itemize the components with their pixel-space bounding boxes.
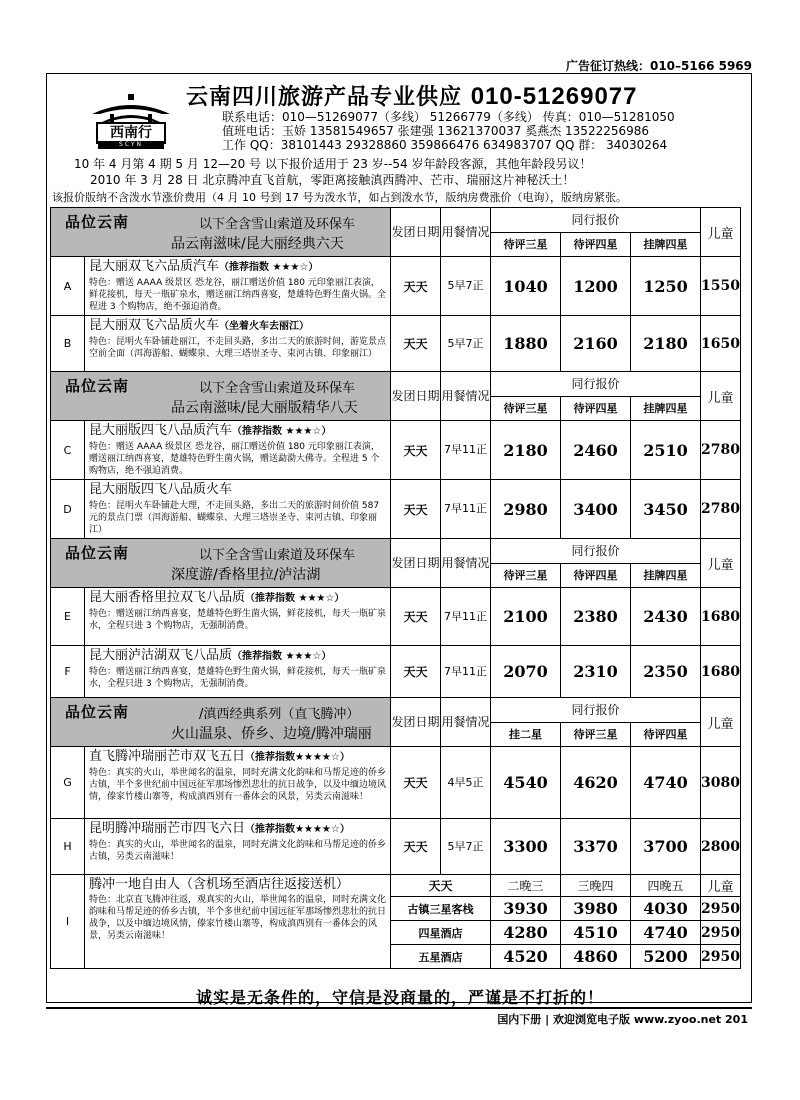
page-headline bbox=[186, 80, 638, 111]
route-recommend: （推荐指数★★★★☆） bbox=[245, 824, 350, 835]
route-recommend: （推荐指数 ★★★☆） bbox=[232, 651, 332, 662]
start-date-header: 发团日期 bbox=[391, 698, 441, 747]
route-letter: H bbox=[51, 819, 85, 875]
route-desc: 特色：昆明火车卧铺赴大理，不走回头路，多出二天的旅游时间价值 587 元的景点门票（洱海游船、蝴蝶泉、大理三塔崇圣寺、束河古镇、印象丽江） bbox=[89, 501, 380, 535]
meal-header: 用餐情况 bbox=[441, 539, 491, 588]
hotel-price-1: 3930 bbox=[491, 897, 561, 921]
route-title: 昆明腾冲瑞丽芒市四飞六日 bbox=[89, 821, 246, 836]
page-footer: 国内下册 | 欢迎浏览电子版 www.zyoo.net 201 bbox=[497, 1013, 748, 1026]
route-price-3: 4740 bbox=[631, 747, 701, 819]
route-recommend: （推荐指数 ★★★☆） bbox=[232, 426, 332, 437]
brand-label: 品位云南 bbox=[65, 377, 130, 395]
quote-header: 同行报价 bbox=[491, 372, 701, 397]
route-title: 昆大丽香格里拉双飞八品质 bbox=[89, 590, 246, 605]
group-header-line-1: /滇西经典系列（直飞腾冲） bbox=[199, 707, 360, 722]
star-col-3: 待评四星 bbox=[631, 722, 701, 747]
route-row bbox=[51, 588, 741, 646]
route-letter: I bbox=[51, 875, 85, 969]
hotel-child-price: 2950 bbox=[701, 921, 741, 945]
star-col-1: 挂二星 bbox=[491, 722, 561, 747]
group-header-line-1: 以下全含雪山索道及环保车 bbox=[199, 381, 356, 396]
group-header bbox=[51, 539, 391, 588]
company-logo bbox=[88, 92, 174, 148]
route-recommend: （推荐指数 ★★★☆） bbox=[219, 262, 319, 273]
route-price-2: 3370 bbox=[561, 819, 631, 875]
route-child-price: 1550 bbox=[701, 257, 741, 316]
route-letter: E bbox=[51, 588, 85, 646]
hotel-price-2: 4860 bbox=[561, 945, 631, 969]
group-header-line-1: 以下全含雪山索道及环保车 bbox=[199, 548, 356, 563]
hotel-price-3: 4030 bbox=[631, 897, 701, 921]
logo-text: 西南行 bbox=[96, 122, 166, 144]
contact-line-2: 值班电话：玉娇 13581549657 张建强 13621370037 奚燕杰 13522256986 bbox=[222, 124, 650, 138]
route-info bbox=[85, 747, 391, 819]
child-header: 儿童 bbox=[701, 208, 741, 257]
route-price-1: 4540 bbox=[491, 747, 561, 819]
hotel-price-2: 3980 bbox=[561, 897, 631, 921]
pagoda-icon bbox=[88, 92, 174, 126]
star-col-2: 待评四星 bbox=[561, 396, 631, 421]
route-price-2: 2460 bbox=[561, 421, 631, 480]
route-price-3: 3700 bbox=[631, 819, 701, 875]
route-info bbox=[85, 421, 391, 480]
hotel-price-3: 5200 bbox=[631, 945, 701, 969]
route-price-3: 2350 bbox=[631, 646, 701, 698]
route-meal: 7早11正 bbox=[441, 421, 491, 480]
group-header bbox=[51, 372, 391, 421]
route-info bbox=[85, 819, 391, 875]
route-child-price: 1680 bbox=[701, 646, 741, 698]
group-header-line-2: 火山温泉、侨乡、边境/腾冲瑞丽 bbox=[171, 726, 372, 742]
route-desc: 特色：真实的火山，举世闻名的温泉，同时充满文化韵味和马帮足迹的侨乡古镇，半个多世纪前中国远征军那场惨烈悲壮的抗日战争，以及中缅边境风情，傣家竹楼山寨等，构成滇西别有一番体会的风景，另类云南滋味！ bbox=[89, 768, 387, 802]
ad-hotline: 广告征订热线：010–5166 5969 bbox=[565, 59, 752, 73]
group-header-line-2: 品云南滋味/昆大丽经典六天 bbox=[171, 236, 344, 252]
star-col-1: 待评三星 bbox=[491, 396, 561, 421]
hotel-child-price: 2950 bbox=[701, 897, 741, 921]
route-row bbox=[51, 316, 741, 372]
brand-label: 品位云南 bbox=[65, 213, 130, 231]
route-row bbox=[51, 819, 741, 875]
info-line-3: 该报价版纳不含泼水节涨价费用（4 月 10 号到 17 号为泼水节，如占到泼水节，版纳房费涨价（电询），版纳房紧张。 bbox=[52, 191, 627, 204]
route-meal: 7早11正 bbox=[441, 480, 491, 539]
group-header bbox=[51, 208, 391, 257]
route-row bbox=[51, 421, 741, 480]
route-price-3: 2510 bbox=[631, 421, 701, 480]
route-price-3: 2430 bbox=[631, 588, 701, 646]
start-date-header: 发团日期 bbox=[391, 372, 441, 421]
free-day-header: 天天 bbox=[391, 875, 491, 897]
route-row bbox=[51, 747, 741, 819]
star-col-1: 待评三星 bbox=[491, 563, 561, 588]
free-col-1: 二晚三 bbox=[491, 875, 561, 897]
route-day: 天天 bbox=[391, 588, 441, 646]
hotel-price-1: 4520 bbox=[491, 945, 561, 969]
quote-header: 同行报价 bbox=[491, 208, 701, 233]
star-col-1: 待评三星 bbox=[491, 232, 561, 257]
contact-line-3: 工作 QQ：38101443 29328860 359866476 634983707 QQ 群： 34030264 bbox=[222, 138, 668, 152]
star-col-3: 挂牌四星 bbox=[631, 396, 701, 421]
route-day: 天天 bbox=[391, 747, 441, 819]
meal-header: 用餐情况 bbox=[441, 208, 491, 257]
route-day: 天天 bbox=[391, 421, 441, 480]
route-child-price: 1650 bbox=[701, 316, 741, 372]
route-price-1: 3300 bbox=[491, 819, 561, 875]
logo-subtext: SCYN bbox=[98, 141, 164, 149]
free-col-2: 三晚四 bbox=[561, 875, 631, 897]
route-title: 直飞腾冲瑞丽芒市双飞五日 bbox=[89, 749, 246, 764]
contact-line-1: 联系电话：010—51269077（多线） 51266779（多线） 传真：010—51281050 bbox=[222, 110, 675, 124]
route-price-3: 2180 bbox=[631, 316, 701, 372]
hotel-name: 五星酒店 bbox=[391, 945, 491, 969]
route-desc: 特色：赠送 AAAA 级景区 恐龙谷，丽江赠送价值 180 元印象丽江表演，赠送丽江纳西喜宴，楚雄特色野生菌火锅，赠送勐泐大佛寺。全程进 5 个购物店，绝不强迫消费。 bbox=[89, 442, 380, 476]
meal-header: 用餐情况 bbox=[441, 372, 491, 421]
route-price-3: 1250 bbox=[631, 257, 701, 316]
star-col-3: 挂牌四星 bbox=[631, 563, 701, 588]
route-meal: 4早5正 bbox=[441, 747, 491, 819]
route-info bbox=[85, 257, 391, 316]
route-info bbox=[85, 316, 391, 372]
route-letter: A bbox=[51, 257, 85, 316]
route-recommend: （推荐指数★★★★☆） bbox=[245, 752, 350, 763]
route-price-3: 3450 bbox=[631, 480, 701, 539]
star-col-2: 待评四星 bbox=[561, 563, 631, 588]
group-header-line-2: 深度游/香格里拉/泸沽湖 bbox=[171, 567, 321, 583]
route-child-price: 2780 bbox=[701, 480, 741, 539]
group-header bbox=[51, 698, 391, 747]
hotel-price-3: 4740 bbox=[631, 921, 701, 945]
route-row bbox=[51, 257, 741, 316]
route-title: 昆大丽版四飞八品质火车 bbox=[89, 482, 233, 497]
headline-phone: 010-51269077 bbox=[470, 83, 638, 110]
route-title: 昆大丽双飞六品质火车 bbox=[89, 318, 220, 333]
hotel-name: 四星酒店 bbox=[391, 921, 491, 945]
free-child-header: 儿童 bbox=[701, 875, 741, 897]
route-price-2: 2310 bbox=[561, 646, 631, 698]
route-price-2: 1200 bbox=[561, 257, 631, 316]
child-header: 儿童 bbox=[701, 539, 741, 588]
route-title: 昆大丽双飞六品质汽车 bbox=[89, 259, 220, 274]
route-price-2: 2380 bbox=[561, 588, 631, 646]
route-letter: F bbox=[51, 646, 85, 698]
route-child-price: 1680 bbox=[701, 588, 741, 646]
route-day: 天天 bbox=[391, 316, 441, 372]
route-child-price: 2800 bbox=[701, 819, 741, 875]
slogan: 诚实是无条件的，守信是没商量的，严谨是不打折的！ bbox=[195, 988, 604, 1007]
route-recommend: （推荐指数 ★★★☆） bbox=[245, 593, 345, 604]
route-price-1: 2980 bbox=[491, 480, 561, 539]
route-desc: 特色：赠送 AAAA 级景区 恐龙谷，丽江赠送价值 180 元印象丽江表演，鲜花接机，每天一瓶矿泉水，赠送丽江纳西喜宴，楚雄特色野生菌火锅。全程进 3 个购物店，绝不强迫消费。 bbox=[89, 278, 387, 312]
route-letter: G bbox=[51, 747, 85, 819]
route-price-1: 2180 bbox=[491, 421, 561, 480]
quote-header: 同行报价 bbox=[491, 539, 701, 564]
route-price-1: 1040 bbox=[491, 257, 561, 316]
meal-header: 用餐情况 bbox=[441, 698, 491, 747]
route-meal: 5早7正 bbox=[441, 819, 491, 875]
star-col-2: 待评四星 bbox=[561, 232, 631, 257]
hotel-price-2: 4510 bbox=[561, 921, 631, 945]
route-child-price: 3080 bbox=[701, 747, 741, 819]
price-table bbox=[50, 207, 741, 969]
route-price-2: 3400 bbox=[561, 480, 631, 539]
headline-text: 云南四川旅游产品专业供应 bbox=[186, 84, 463, 110]
route-meal: 7早11正 bbox=[441, 588, 491, 646]
route-info bbox=[85, 588, 391, 646]
route-price-2: 2160 bbox=[561, 316, 631, 372]
route-day: 天天 bbox=[391, 646, 441, 698]
brand-label: 品位云南 bbox=[65, 544, 130, 562]
route-desc: 特色：北京直飞腾冲往返，观真实的火山，举世闻名的温泉，同时充满文化韵味和马帮足迹的侨乡古镇，半个多世纪前中国远征军那场惨烈悲壮的抗日战争，以及中缅边境风情，傣家竹楼山寨等，构成滇西别有一番体会的风景，另类云南滋味！ bbox=[89, 895, 387, 941]
start-date-header: 发团日期 bbox=[391, 208, 441, 257]
route-desc: 特色：赠送丽江纳西喜宴，楚雄特色野生菌火锅，鲜花接机，每天一瓶矿泉水，全程只进 3 个购物店，无强制消费。 bbox=[89, 609, 387, 631]
route-price-1: 2100 bbox=[491, 588, 561, 646]
star-col-2: 待评三星 bbox=[561, 722, 631, 747]
route-title: 腾冲一地自由人（含机场至酒店往返接送机） bbox=[89, 877, 350, 892]
footer-divider bbox=[46, 1007, 752, 1009]
route-day: 天天 bbox=[391, 819, 441, 875]
info-line-1: 10 年 4 月第 4 期 5 月 12—20 号 以下报价适用于 23 岁--54 岁年龄段客源，其他年龄段另议！ bbox=[74, 157, 592, 171]
route-title: 昆大丽泸沽湖双飞八品质 bbox=[89, 648, 233, 663]
route-info bbox=[85, 875, 391, 969]
route-info bbox=[85, 480, 391, 539]
group-header-line-2: 品云南滋味/昆大丽版精华八天 bbox=[171, 400, 358, 416]
star-col-3: 挂牌四星 bbox=[631, 232, 701, 257]
route-row bbox=[51, 480, 741, 539]
route-letter: C bbox=[51, 421, 85, 480]
route-recommend: （坐着火车去丽江） bbox=[219, 321, 310, 332]
route-desc: 特色：昆明火车卧铺赴丽江，不走回头路，多出二天的旅游时间，游览景点空前全面（洱海游船、蝴蝶泉、大理三塔崇圣寺、束河古镇、印象丽江） bbox=[89, 337, 387, 359]
route-meal: 5早7正 bbox=[441, 316, 491, 372]
route-letter: B bbox=[51, 316, 85, 372]
route-info bbox=[85, 646, 391, 698]
route-day: 天天 bbox=[391, 257, 441, 316]
route-price-1: 2070 bbox=[491, 646, 561, 698]
route-price-1: 1880 bbox=[491, 316, 561, 372]
route-letter: D bbox=[51, 480, 85, 539]
group-header-line-1: 以下全含雪山索道及环保车 bbox=[199, 217, 356, 232]
route-desc: 特色：真实的火山，举世闻名的温泉，同时充满文化韵味和马帮足迹的侨乡古镇，另类云南滋味！ bbox=[89, 840, 387, 862]
route-desc: 特色：赠送丽江纳西喜宴，楚雄特色野生菌火锅，鲜花接机，每天一瓶矿泉水，全程只进 3 个购物店，无强制消费。 bbox=[89, 667, 387, 689]
hotel-name: 古镇三星客栈 bbox=[391, 897, 491, 921]
brand-label: 品位云南 bbox=[65, 703, 130, 721]
route-day: 天天 bbox=[391, 480, 441, 539]
quote-header: 同行报价 bbox=[491, 698, 701, 723]
route-child-price: 2780 bbox=[701, 421, 741, 480]
start-date-header: 发团日期 bbox=[391, 539, 441, 588]
route-meal: 7早11正 bbox=[441, 646, 491, 698]
route-meal: 5早7正 bbox=[441, 257, 491, 316]
info-line-2: 2010 年 3 月 28 日 北京腾冲直飞首航，零距离接触滇西腾冲、芒市、瑞丽这片神秘沃土！ bbox=[90, 173, 575, 187]
route-row bbox=[51, 646, 741, 698]
child-header: 儿童 bbox=[701, 698, 741, 747]
route-price-2: 4620 bbox=[561, 747, 631, 819]
free-col-3: 四晚五 bbox=[631, 875, 701, 897]
route-title: 昆大丽版四飞八品质汽车 bbox=[89, 423, 233, 438]
child-header: 儿童 bbox=[701, 372, 741, 421]
hotel-price-1: 4280 bbox=[491, 921, 561, 945]
hotel-child-price: 2950 bbox=[701, 945, 741, 969]
